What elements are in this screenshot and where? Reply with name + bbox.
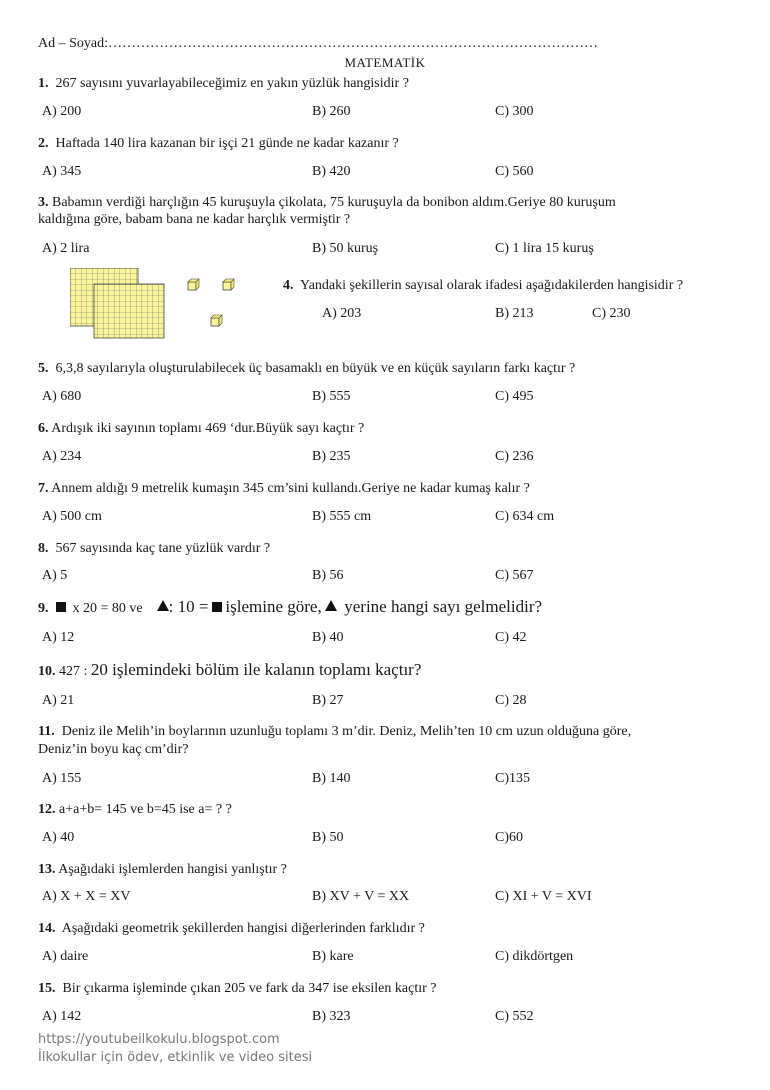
q5-option-c[interactable]: C) 495 (495, 389, 534, 404)
q15-option-a[interactable]: A) 142 (42, 1009, 82, 1024)
question-10: 10. 427 : 20 işlemindeki bölüm ile kalanın toplamı kaçtır? (38, 660, 422, 679)
q9-option-a[interactable]: A) 12 (42, 630, 75, 645)
q12-option-c[interactable]: C)60 (495, 830, 523, 845)
q13-option-b[interactable]: B) XV + V = XX (312, 889, 410, 904)
q10-option-a[interactable]: A) 21 (42, 693, 75, 708)
q12-option-a[interactable]: A) 40 (42, 830, 75, 845)
q15-option-b[interactable]: B) 323 (312, 1009, 351, 1024)
base-ten-blocks-figure (70, 268, 250, 342)
q3-option-b[interactable]: B) 50 kuruş (312, 241, 379, 256)
q6-option-a[interactable]: A) 234 (42, 449, 82, 464)
question-6: 6. Ardışık iki sayının toplamı 469 ‘dur.Büyük sayı kaçtır ? (38, 421, 365, 436)
question-15: 15. Bir çıkarma işleminde çıkan 205 ve fark da 347 ise eksilen kaçtır ? (38, 981, 437, 996)
q8-option-c[interactable]: C) 567 (495, 568, 534, 583)
question-11-line-2: Deniz’in boyu kaç cm’dir? (38, 742, 189, 757)
q2-option-b[interactable]: B) 420 (312, 164, 351, 179)
triangle-icon (157, 600, 169, 611)
footer-url[interactable]: https://youtubeilkokulu.blogspot.com (38, 1032, 280, 1047)
q5-option-b[interactable]: B) 555 (312, 389, 351, 404)
q4-option-c[interactable]: C) 230 (592, 306, 631, 321)
q15-option-c[interactable]: C) 552 (495, 1009, 534, 1024)
q2-option-c[interactable]: C) 560 (495, 164, 534, 179)
question-7: 7. Annem aldığı 9 metrelik kumaşın 345 cm’sini kullandı.Geriye ne kadar kumaş kalır ? (38, 481, 530, 496)
question-1: 1. 267 sayısını yuvarlayabileceğimiz en yakın yüzlük hangisidir ? (38, 76, 409, 91)
q11-option-b[interactable]: B) 140 (312, 771, 351, 786)
q1-option-b[interactable]: B) 260 (312, 104, 351, 119)
question-5: 5. 6,3,8 sayılarıyla oluşturulabilecek üç basamaklı en büyük ve en küçük sayıların farkı kaçtır ? (38, 361, 576, 376)
question-14: 14. Aşağıdaki geometrik şekillerden hangisi diğerlerinden farklıdır ? (38, 921, 425, 936)
q11-option-a[interactable]: A) 155 (42, 771, 82, 786)
q4-option-a[interactable]: A) 203 (322, 306, 362, 321)
q2-option-a[interactable]: A) 345 (42, 164, 82, 179)
q8-option-b[interactable]: B) 56 (312, 568, 344, 583)
q3-option-a[interactable]: A) 2 lira (42, 241, 90, 256)
question-13: 13. Aşağıdaki işlemlerden hangisi yanlıştır ? (38, 862, 287, 877)
q12-option-b[interactable]: B) 50 (312, 830, 344, 845)
unit-cube-1 (188, 279, 199, 290)
q5-option-a[interactable]: A) 680 (42, 389, 82, 404)
question-3-line-2: kaldığına göre, babam bana ne kadar harçlık vermiştir ? (38, 212, 351, 227)
unit-cube-2 (223, 279, 234, 290)
q6-option-b[interactable]: B) 235 (312, 449, 351, 464)
square-icon (56, 602, 66, 612)
q7-option-b[interactable]: B) 555 cm (312, 509, 372, 524)
q1-option-c[interactable]: C) 300 (495, 104, 534, 119)
question-9: 9. x 20 = 80 ve : 10 = işlemine göre, yerine hangi sayı gelmelidir? (38, 597, 543, 616)
q14-option-a[interactable]: A) daire (42, 949, 89, 964)
q10-option-b[interactable]: B) 27 (312, 693, 344, 708)
question-12: 12. a+a+b= 145 ve b=45 ise a= ? ? (38, 802, 232, 817)
q13-option-a[interactable]: A) X + X = XV (42, 889, 131, 904)
q1-option-a[interactable]: A) 200 (42, 104, 82, 119)
q8-option-a[interactable]: A) 5 (42, 568, 68, 583)
square-icon (212, 602, 222, 612)
q14-option-b[interactable]: B) kare (312, 949, 354, 964)
q6-option-c[interactable]: C) 236 (495, 449, 534, 464)
q9-option-c[interactable]: C) 42 (495, 630, 527, 645)
page-title: MATEMATİK (344, 55, 426, 70)
name-field[interactable]: Ad – Soyad:…………………………………………………………………………………………… (38, 36, 598, 51)
question-4: 4. Yandaki şekillerin sayısal olarak ifadesi aşağıdakilerden hangisidir ? (283, 278, 684, 293)
question-11: 11. Deniz ile Melih’in boylarının uzunluğu toplamı 3 m’dir. Deniz, Melih’ten 10 cm uzun olduğuna göre, (38, 724, 632, 739)
question-3: 3. Babamın verdiği harçlığın 45 kuruşuyla çikolata, 75 kuruşuyla da bonibon aldım.Geriye 80 kuruşum (38, 195, 616, 210)
q3-option-c[interactable]: C) 1 lira 15 kuruş (495, 241, 594, 256)
question-2: 2. Haftada 140 lira kazanan bir işçi 21 günde ne kadar kazanır ? (38, 136, 399, 151)
q11-option-c[interactable]: C)135 (495, 771, 530, 786)
q14-option-c[interactable]: C) dikdörtgen (495, 949, 574, 964)
q7-option-c[interactable]: C) 634 cm (495, 509, 555, 524)
q13-option-c[interactable]: C) XI + V = XVI (495, 889, 592, 904)
q10-option-c[interactable]: C) 28 (495, 693, 527, 708)
triangle-icon (325, 600, 337, 611)
question-8: 8. 567 sayısında kaç tane yüzlük vardır ? (38, 541, 271, 556)
q4-option-b[interactable]: B) 213 (495, 306, 534, 321)
footer-tagline: İlkokullar için ödev, etkinlik ve video sitesi (38, 1050, 313, 1065)
hundred-block-2 (94, 284, 164, 338)
q7-option-a[interactable]: A) 500 cm (42, 509, 102, 524)
q9-option-b[interactable]: B) 40 (312, 630, 344, 645)
unit-cube-3 (211, 315, 222, 326)
